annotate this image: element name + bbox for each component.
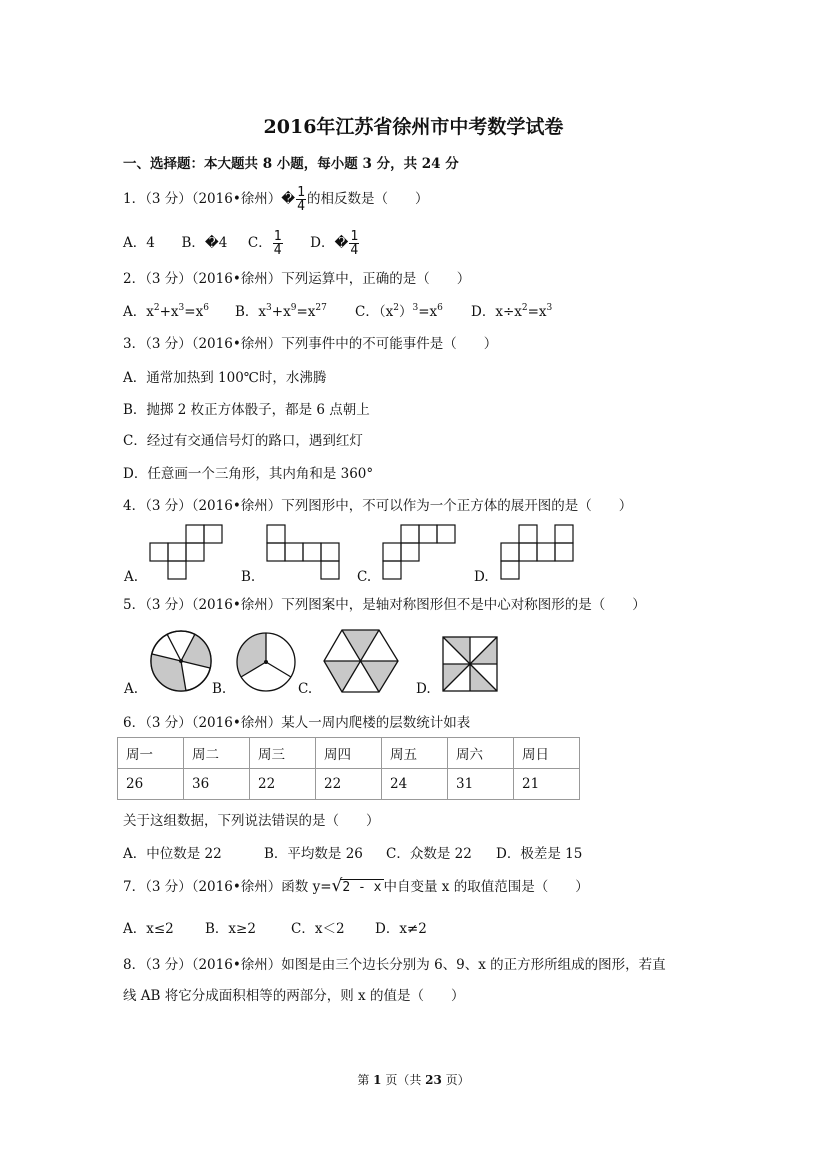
question-4-stem: 4．（3 分）（2016•徐州）下列图形中，不可以作为一个正方体的展开图的是（ ）	[123, 498, 633, 514]
q7-option-d: D．x≠2	[375, 921, 427, 937]
q1-option-d: D．� $\frac{1}{4}$	[310, 229, 359, 258]
table-cell: 26	[118, 769, 184, 800]
page-title: 2016年江苏省徐州市中考数学试卷	[263, 116, 564, 138]
question-6-prompt: 关于这组数据，下列说法错误的是（ ）	[123, 813, 380, 829]
q1-option-b: B．�4	[181, 235, 228, 251]
question-2-stem: 2．（3 分）（2016•徐州）下列运算中，正确的是（ ）	[123, 271, 471, 287]
table-cell: 21	[514, 769, 580, 800]
q3-option-b: B．抛掷 2 枚正方体骰子，都是 6 点朝上	[123, 402, 370, 418]
q2-option-a: A．$x^2+x^3=x^6$	[123, 303, 209, 320]
table-header-cell: 周日	[514, 738, 580, 769]
q4-option-d-label: D.	[474, 569, 489, 585]
weekly-floors-table	[117, 737, 580, 800]
table-header-row	[118, 738, 580, 769]
table-header-cell: 周一	[118, 738, 184, 769]
q3-option-d: D．任意画一个三角形，其内角和是 360°	[123, 466, 374, 482]
q6-option-a: A．中位数是 22	[123, 846, 222, 862]
q3-option-c: C．经过有交通信号灯的路口，遇到红灯	[123, 433, 363, 449]
table-cell: 31	[448, 769, 514, 800]
question-8-line-2: 线 AB 将它分成面积相等的两部分，则 x 的值是（ ）	[123, 988, 465, 1004]
q2-option-b: B．$x^3+x^9=x^{27}$	[235, 303, 327, 320]
table-header-cell: 周五	[382, 738, 448, 769]
table-header-cell: 周四	[316, 738, 382, 769]
page-footer: 第 1 页（共 23 页）	[357, 1073, 470, 1087]
q5-option-a-label: A.	[124, 681, 139, 697]
q1-option-c: C． $\frac{1}{4}$	[247, 229, 282, 258]
q4-option-a-label: A.	[124, 569, 139, 585]
table-cell: 24	[382, 769, 448, 800]
q2-option-d: D．$x\div x^2=x^3$	[471, 303, 553, 320]
q1-option-a: A．4	[123, 235, 155, 251]
question-3-stem: 3．（3 分）（2016•徐州）下列事件中的不可能事件是（ ）	[123, 336, 498, 352]
table-header-cell: 周六	[448, 738, 514, 769]
radicand: 2 - x	[342, 880, 382, 895]
pattern-c	[324, 630, 398, 692]
question-6-stem: 6．（3 分）（2016•徐州）某人一周内爬楼的层数统计如表	[123, 715, 471, 731]
q6-option-d: D．极差是 15	[496, 846, 583, 862]
pattern-d	[443, 637, 497, 691]
q2-option-c: C．$(x^2)^3=x^6$	[355, 303, 443, 320]
q5-option-d-label: D.	[416, 681, 431, 697]
sqrt-sign: √	[331, 876, 343, 896]
question-5-stem: 5．（3 分）（2016•徐州）下列图案中，是轴对称图形但不是中心对称图形的是（ ）	[123, 597, 646, 613]
table-header-cell: 周二	[184, 738, 250, 769]
question-1-stem: 1．（3 分）（2016•徐州）� $\frac{1}{4}$ 的相反数是（ ）	[123, 185, 429, 214]
q4-option-b-label: B.	[241, 569, 256, 585]
section-heading: 一、选择题：本大题共 8 小题，每小题 3 分，共 24 分	[123, 156, 459, 172]
page-total: 23	[425, 1073, 442, 1087]
table-cell: 22	[316, 769, 382, 800]
q6-option-b: B．平均数是 26	[264, 846, 363, 862]
question-8-line-1: 8．（3 分）（2016•徐州）如图是由三个边长分别为 6、9、x 的正方形所组成的图形，若直	[123, 957, 666, 973]
q5-option-b-label: B.	[212, 681, 227, 697]
table-cell: 22	[250, 769, 316, 800]
q4-option-c-label: C.	[357, 569, 372, 585]
question-7-stem: 7．（3 分）（2016•徐州）函数 y=√2 - x 中自变量 x 的取值范围是（ ）	[123, 876, 589, 896]
table-cell: 36	[184, 769, 250, 800]
table-row	[118, 769, 580, 800]
pattern-b	[237, 633, 295, 691]
q7-option-c: C．x＜2	[291, 921, 345, 937]
q7-option-b: B．x≥2	[205, 921, 256, 937]
q6-option-c: C．众数是 22	[386, 846, 472, 862]
pattern-a	[151, 631, 211, 691]
q3-option-a: A．通常加热到 100℃时，水沸腾	[123, 370, 327, 386]
table-header-cell: 周三	[250, 738, 316, 769]
q7-option-a: A．x≤2	[123, 921, 174, 937]
q5-option-c-label: C.	[298, 681, 313, 697]
page-number: 1	[373, 1073, 382, 1087]
fraction-one-quarter: $\frac{1}{4}$	[297, 185, 305, 214]
